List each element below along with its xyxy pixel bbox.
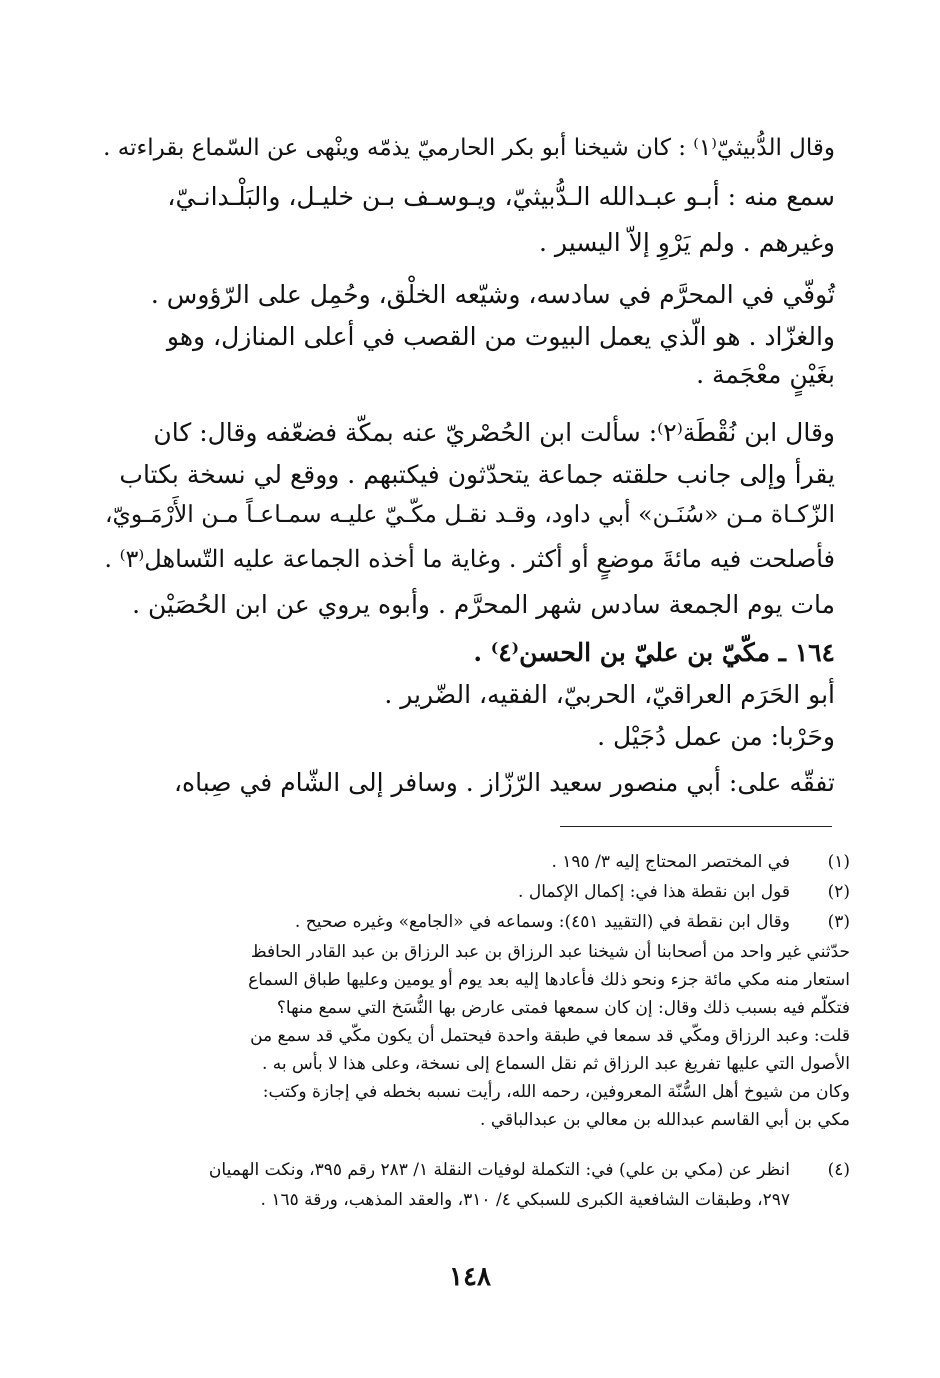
footnote-line: انظر عن (مكي بن علي) في: التكملة لوفيات النقلة ١/ ٢٨٣ رقم ٣٩٥، ونكت الهميان xyxy=(208,1160,790,1180)
footnote-line: استعار منه مكي مائة جزء ونحو ذلك فأعادها إليه بعد يوم أو يومين وعليها طباق السماع xyxy=(248,970,850,990)
footnote-line: قول ابن نقطة هذا في: إكمال الإكمال . xyxy=(518,882,790,902)
text-line: فأصلحت فيه مائةَ موضعٍ أو أكثر . وغاية ما أخذه الجماعة عليه التّساهل⁽٣⁾ . xyxy=(104,545,835,573)
text-line: مات يوم الجمعة سادس شهر المحرَّم . وأبوه يروي عن ابن الحُصَيْن . xyxy=(132,590,835,619)
page-number: ١٤٨ xyxy=(449,1262,491,1292)
text-line: تُوفّي في المحرَّم في سادسه، وشيّعه الخلْق، وحُمِل على الرّؤوس . xyxy=(150,280,835,309)
entry-title: ١٦٤ ـ مكّيّ بن عليّ بن الحسن⁽٤⁾ . xyxy=(473,638,835,667)
footnote-line: حدّثني غير واحد من أصحابنا أن شيخنا عبد الرزاق بن عبد الرزاق بن عبد القادر الحافظ xyxy=(250,942,850,962)
footnote-line: قلت: وعبد الرزاق ومكّي قد سمعا في طبقة واحدة فيحتمل أن يكون مكّي قد سمع من xyxy=(250,1026,850,1046)
footnote-number: (١) xyxy=(827,852,850,872)
text-line: وحَرْبا: من عمل دُجَيْل . xyxy=(597,722,835,751)
footnote-line: ٢٩٧، وطبقات الشافعية الكبرى للسبكي ٤/ ٣١٠، والعقد المذهب، ورقة ١٦٥ . xyxy=(260,1190,790,1210)
text-line: بغَيْنٍ معْجَمة . xyxy=(696,360,835,389)
footnote-line: الأصول التي عليها تفريغ عبد الرزاق ثم نقل السماع إلى نسخة، وعلى هذا لا بأس به . xyxy=(261,1054,850,1074)
text-line: الزّكـاة مـن «سُنَـن» أبي داود، وقـد نقـل مكّـيّ عليـه سمـاعـاً مـن الأَرْمَـويّ، xyxy=(104,500,835,528)
footnote-line: فتكلّم فيه بسبب ذلك وقال: إن كان سمعها فمتى عارض بها النُّسَخ التي سمع منها؟ xyxy=(276,998,850,1018)
text-line: تفقّه على: أبي منصور سعيد الرّزّاز . وسافر إلى الشّام في صِباه، xyxy=(173,768,835,797)
text-line: وقال الدُّبيثيّ⁽١⁾ : كان شيخنا أبو بكر الحارميّ يذمّه وينْهى عن السّماع بقراءته . xyxy=(103,135,835,161)
footnote-number: (٢) xyxy=(827,882,850,902)
footnote-line: وقال ابن نقطة في (التقييد ٤٥١): وسماعه في «الجامع» وغيره صحيح . xyxy=(294,912,790,932)
text-line: وقال ابن نُقْطَة⁽٢⁾: سألت ابن الحُصْريّ عنه بمكّة فضعّفه وقال: كان xyxy=(153,418,835,447)
text-line: أبو الحَرَم العراقيّ، الحربيّ، الفقيه، الضّرير . xyxy=(384,680,835,709)
text-line: والغزّاد . هو الّذي يعمل البيوت من القصب في أعلى المنازل، وهو xyxy=(166,322,835,351)
footnote-line: في المختصر المحتاج إليه ٣/ ١٩٥ . xyxy=(551,852,790,872)
footnote-line: وكان من شيوخ أهل السُّنّة المعروفين، رحمه الله، رأيت نسبه بخطه في إجازة وكتب: xyxy=(262,1082,850,1102)
text-line: سمع منه : أبـو عبـدالله الـدُّبيثيّ، ويـوسـف بـن خليـل، والبَلْـدانـيّ، xyxy=(167,182,835,211)
footnote-number: (٣) xyxy=(827,912,850,932)
text-line: وغيرهم . ولم يَرْوِ إلاّ اليسير . xyxy=(539,228,835,257)
footnotes xyxy=(95,0,850,1250)
text-line: يقرأ وإلى جانب حلقته جماعة يتحدّثون فيكتبهم . ووقع لي نسخة بكتاب xyxy=(119,460,835,489)
footnote-number: (٤) xyxy=(827,1160,850,1180)
footnote-line: مكي بن أبي القاسم عبدالله بن معالي بن عبدالباقي . xyxy=(480,1110,850,1130)
